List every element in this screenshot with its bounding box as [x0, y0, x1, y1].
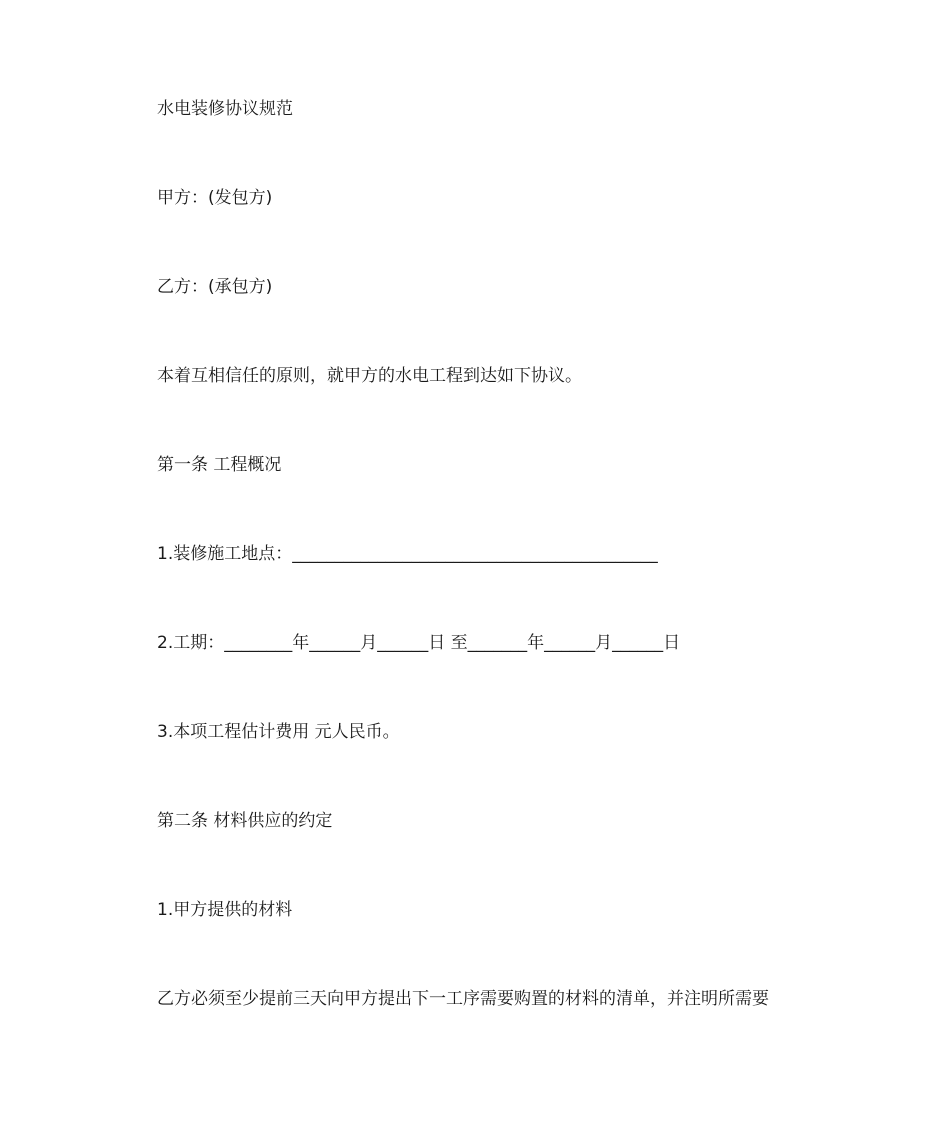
party-b-line: 乙方：(承包方)	[157, 277, 273, 297]
article-1-heading: 第一条 工程概况	[157, 455, 282, 475]
document-title: 水电装修协议规范	[157, 99, 293, 119]
article-1-location: 1.装修施工地点：___________________________________________	[157, 544, 658, 564]
article-1-cost: 3.本项工程估计费用 元人民币。	[157, 722, 400, 742]
preamble-paragraph: 本着互相信任的原则，就甲方的水电工程到达如下协议。	[157, 366, 582, 386]
article-2-item-1: 1.甲方提供的材料	[157, 900, 293, 920]
party-a-line: 甲方：(发包方)	[157, 188, 273, 208]
article-1-period: 2.工期：________年______月______日 至_______年______月______日	[157, 633, 681, 653]
article-2-item-1-text: 乙方必须至少提前三天向甲方提出下一工序需要购置的材料的清单，并注明所需要	[157, 989, 769, 1009]
article-2-heading: 第二条 材料供应的约定	[157, 811, 333, 831]
